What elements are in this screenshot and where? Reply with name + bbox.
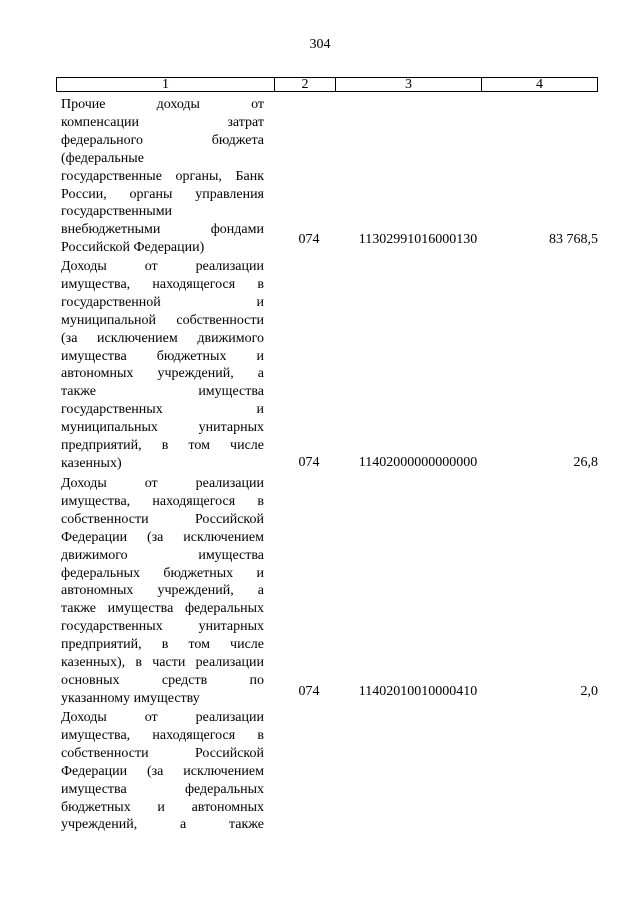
description-line: предприятий, в том числе [61,438,264,454]
amount: 26,8 [573,455,598,470]
description-line: (за исключением движимого [61,330,264,346]
description-line: Федерации (за исключением [61,763,264,779]
description-line: казенных) [61,455,122,471]
description-line: муниципальной собственности [61,312,264,328]
description-line: государственных и [61,402,264,418]
row-description [61,258,264,473]
description-line: государственные органы, Банк [61,168,264,184]
description-line: Российской Федерации) [61,240,205,256]
description-line: федеральных бюджетных и [61,565,264,581]
kbk-code: 11402000000000000 [358,455,478,470]
admin-code: 074 [298,455,320,470]
amount: 2,0 [580,684,598,699]
row-description [61,709,264,834]
page-number: 304 [309,37,331,52]
table-header [56,77,598,92]
description-line: Федерации (за исключением [61,529,264,545]
description-line: предприятий, в том числе [61,637,264,653]
description-line: государственных унитарных [61,619,264,635]
description-line: указанному имуществу [61,690,200,706]
kbk-code: 11302991016000130 [358,232,478,247]
kbk-code: 11402010010000410 [358,684,478,699]
amount: 83 768,5 [549,232,598,247]
description-line: учреждений, а также [61,817,264,833]
header-col-1: 1 [57,78,275,91]
description-line: Доходы от реализации [61,259,264,274]
description-line: имущества, находящегося в [61,276,264,292]
description-line: автономных учреждений, а [61,583,264,599]
row-description [61,96,264,257]
description-line: собственности Российской [61,745,264,761]
description-line: компенсации затрат [61,114,264,130]
description-line: также имущества федеральных [61,601,264,617]
description-line: бюджетных и автономных [61,799,264,815]
description-line: имущества, находящегося в [61,727,264,743]
header-col-3: 3 [336,78,482,91]
description-line: Доходы от реализации [61,710,264,725]
description-line: казенных), в части реализации [61,655,264,671]
row-description [61,475,264,708]
description-line: Доходы от реализации [61,476,264,491]
description-line: имущества федеральных [61,781,264,797]
description-line: внебюджетными фондами [61,222,264,238]
description-line: Прочие доходы от [61,97,264,112]
description-line: имущества, находящегося в [61,493,264,509]
header-col-2: 2 [275,78,336,91]
description-line: также имущества [61,384,264,400]
description-line: автономных учреждений, а [61,366,264,382]
description-line: имущества бюджетных и [61,348,264,364]
description-line: собственности Российской [61,511,264,527]
admin-code: 074 [298,232,320,247]
description-line: России, органы управления [61,186,264,202]
description-line: государственной и [61,294,264,310]
description-line: государственными [61,204,173,220]
description-line: (федеральные [61,150,144,166]
admin-code: 074 [298,684,320,699]
header-col-4: 4 [536,77,543,92]
description-line: основных средств по [61,672,264,688]
description-line: федерального бюджета [61,132,264,148]
description-line: движимого имущества [61,547,264,563]
description-line: муниципальных унитарных [61,420,264,436]
